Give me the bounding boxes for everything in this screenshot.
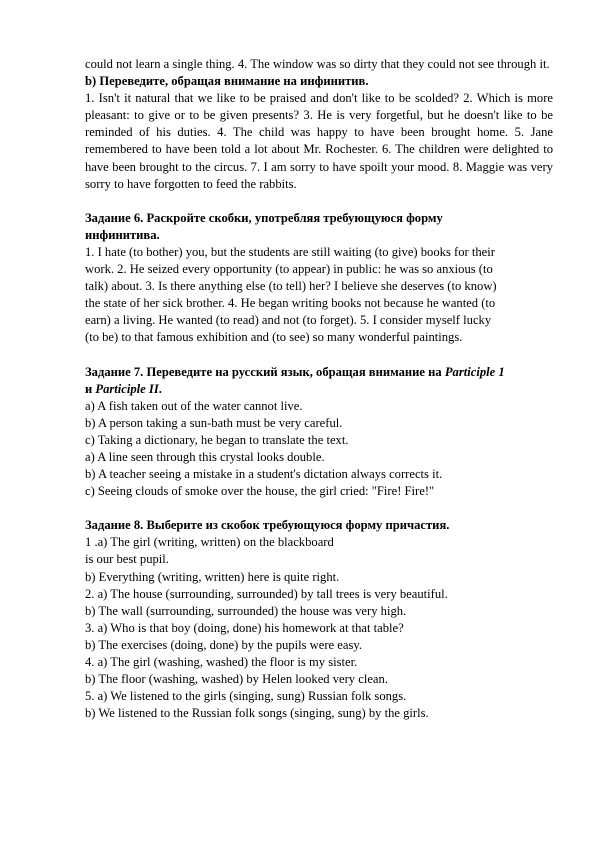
spacer	[85, 347, 553, 364]
task8-heading: Задание 8. Выберите из скобок требующуюся форму причастия.	[85, 518, 450, 533]
task6-line: (to be) to that famous exhibition and (to see) so many wonderful paintings.	[85, 330, 463, 345]
task6-heading-line2: инфинитива.	[85, 227, 160, 242]
continuation-paragraph: could not learn a single thing. 4. The window was so dirty that they could not see through it.	[85, 57, 550, 71]
task8-line: 4. a) The girl (washing, washed) the floor is my sister.	[85, 655, 358, 669]
task7-line: a) A fish taken out of the water cannot live.	[85, 398, 303, 413]
task8-line: b) The wall (surrounding, surrounded) the house was very high.	[85, 603, 407, 618]
task8-line: 3. a) Who is that boy (doing, done) his homework at that table?	[85, 620, 404, 635]
task8-line: is our best pupil.	[85, 552, 169, 567]
task6-line: the state of her sick brother. 4. He began writing books not because he wanted (to	[85, 296, 496, 311]
task7-heading-text1: Задание 7. Переведите на русский язык, обращая внимание на	[85, 364, 445, 379]
task6-heading-line1: Задание 6. Раскройте скобки, употребляя требующуюся форму	[85, 210, 443, 225]
task7-heading-end: .	[158, 381, 162, 396]
task8-line: b) The exercises (doing, done) by the pupils were easy.	[85, 637, 362, 652]
section-b-body: 1. Isn't it natural that we like to be praised and don't like to be scolded? 2. Which is more pleasant: to give or to be given presents? 3. He is very forgetful, but he doesn't like to be reminded of his duties. 4. The child was happy to have been brought home. 5. Jane remembered to have been told a lot about Mr. Rochester. 6. The children were delighted to have been brought to the circus. 7. I am sorry to have spoilt your mood. 8. Maggie was very sorry to have forgotten to feed the rabbits.	[85, 91, 553, 191]
task8-line: b) We listened to the Russian folk songs (singing, sung) by the girls.	[85, 706, 429, 721]
task8-line: 1 .a) The girl (writing, written) on the blackboard	[85, 535, 334, 550]
task6-line: talk) about. 3. Is there anything else (to tell) her? I believe she deserves (to know)	[85, 279, 497, 294]
task7-line: a) A line seen through this crystal looks double.	[85, 449, 325, 464]
task6-line: 1. I hate (to bother) you, but the students are still waiting (to give) books for their	[85, 244, 495, 259]
task7-heading-participle1: Participle 1	[444, 364, 505, 379]
task8-line: b) The floor (washing, washed) by Helen looked very clean.	[85, 672, 388, 687]
task7-line: c) Taking a dictionary, he began to translate the text.	[85, 432, 349, 447]
task8-line: b) Everything (writing, written) here is quite right.	[85, 569, 340, 584]
task7-line: b) A person taking a sun-bath must be very careful.	[85, 415, 343, 430]
task7-line: c) Seeing clouds of smoke over the house, the girl cried: "Fire! Fire!"	[85, 484, 435, 499]
task8-line: 5. a) We listened to the girls (singing, sung) Russian folk songs.	[85, 689, 407, 704]
task6-line: work. 2. He seized every opportunity (to appear) in public: he was so anxious (to	[85, 262, 493, 277]
section-b-heading: b) Переведите, обращая внимание на инфинитив.	[85, 74, 369, 89]
task7-heading-participle2: Participle II	[95, 381, 159, 396]
task7-line: b) A teacher seeing a mistake in a student's dictation always corrects it.	[85, 467, 443, 482]
task7-heading-text2: и	[85, 381, 96, 396]
spacer	[85, 500, 553, 517]
task7-heading	[85, 364, 553, 398]
task6-line: earn) a living. He wanted (to read) and not (to forget). 5. I consider myself lucky	[85, 313, 492, 328]
spacer	[85, 193, 553, 210]
task8-line: 2. a) The house (surrounding, surrounded) by tall trees is very beautiful.	[85, 586, 448, 601]
